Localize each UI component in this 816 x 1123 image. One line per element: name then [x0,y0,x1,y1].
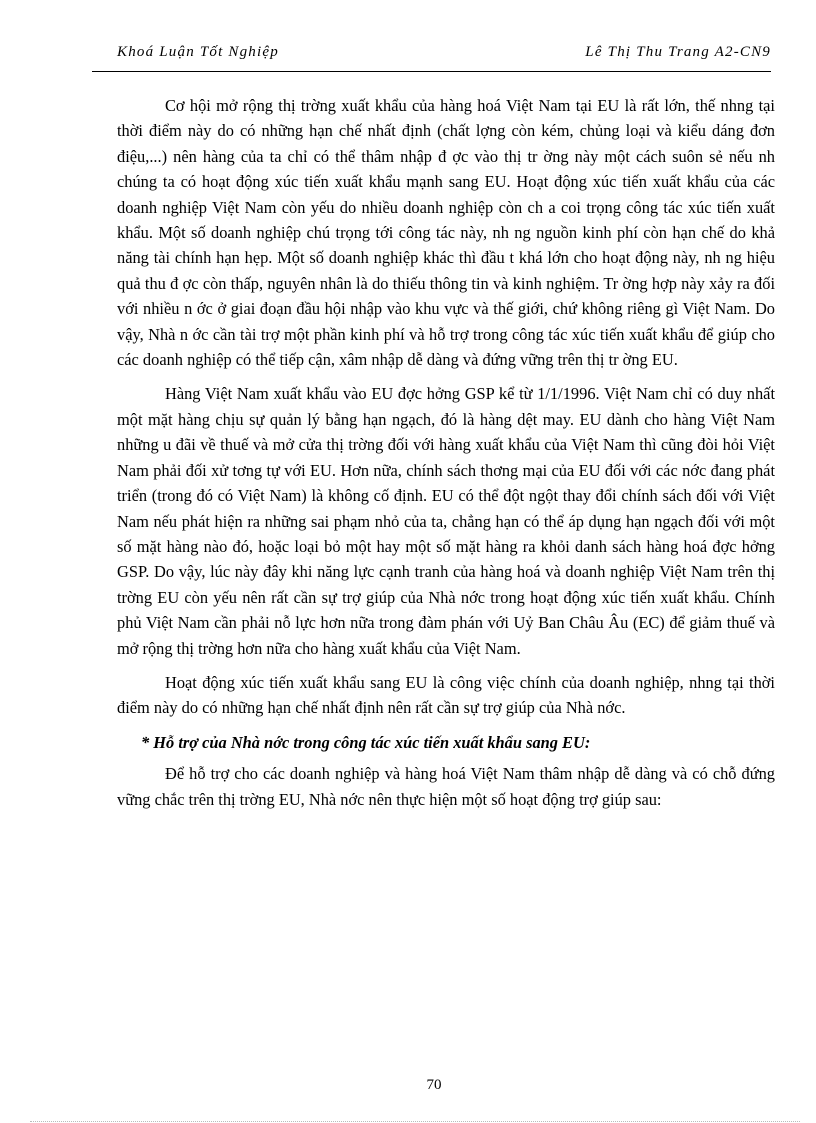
section-heading: * Hỗ trợ của Nhà nớc trong công tác xúc tiến xuất khẩu sang EU: [141,732,591,752]
footer-divider [30,1121,800,1122]
running-header [117,44,771,66]
page-number: 70 [426,1077,442,1093]
body-text [117,93,775,821]
paragraph-2: Hàng Việt Nam xuất khẩu vào EU đợc hởng GSP kể từ 1/1/1996. Việt Nam chỉ có duy nhất một mặt hàng chịu sự quản lý bằng hạn ngạch, đó là hàng dệt may. EU dành cho hàng Việt Nam những u đãi về thuế và mở cửa thị trờng đối với hàng xuất khẩu của Việt Nam thì cũng đòi hỏi Việt Nam phải đối xử tơng tự với EU. Hơn nữa, chính sách thơng mại của EU đối với các nớc đang phát triển (trong đó có Việt Nam) là không cố định. EU có thể đột ngột thay đổi chính sách đối với Việt Nam nếu phát hiện ra những sai phạm nhỏ của ta, chẳng hạn có thể áp dụng hạn ngạch đối với một số mặt hàng nào đó, hoặc loại bỏ một hay một số mặt hàng ra khỏi danh sách hàng hoá đợc hởng GSP. Do vậy, lúc này đây khi năng lực cạnh tranh của hàng hoá và doanh nghiệp Việt Nam trên thị trờng EU còn yếu nên rất cần sự trợ giúp của Nhà nớc trong hoạt động xúc tiến xuất khẩu. Chính phủ Việt Nam cần phải nỗ lực hơn nữa trong đàm phán với Uỷ Ban Châu Âu (EC) để giảm thuế và mở rộng thị trờng hơn nữa cho hàng xuất khẩu của Việt Nam. [117,384,775,658]
paragraph-4: Để hỗ trợ cho các doanh nghiệp và hàng hoá Việt Nam thâm nhập dễ dàng và có chỗ đứng vững chắc trên thị trờng EU, Nhà nớc nên thực hiện một số hoạt động trợ giúp sau: [117,764,775,809]
header-divider [92,71,771,72]
paragraph-1: Cơ hội mở rộng thị trờng xuất khẩu của hàng hoá Việt Nam tại EU là rất lớn, thế nhng tại thời điểm này do có những hạn chế nhất định (chất lợng còn kém, chủng loại và kiểu dáng đơn điệu,...) nên hàng của ta chỉ có thể thâm nhập đ ợc vào thị tr ờng này một cách suôn sẻ nếu nh chúng ta có hoạt động xúc tiến xuất khẩu mạnh sang EU. Hoạt động xúc tiến xuất khẩu của các doanh nghiệp Việt Nam còn yếu do nhiều doanh nghiệp còn ch a coi trọng công tác xúc tiến xuất khẩu. Một số doanh nghiệp chú trọng tới công tác này, nh ng nguồn kinh phí còn hạn chế do khả năng tài chính hạn hẹp. Một số doanh nghiệp khác thì đầu t khá lớn cho hoạt động này, nh ng hiệu quả thu đ ợc còn thấp, nguyên nhân là do thiếu thông tin và kinh nghiệm. Tr ờng hợp này xảy ra đối với nhiều n ớc ở giai đoạn đầu hội nhập vào khu vực và thế giới, chứ không riêng gì Việt Nam. Do vậy, Nhà n ớc cần tài trợ một phần kinh phí và hỗ trợ trong công tác xúc tiến xuất khẩu để giúp cho các doanh nghiệp có thể tiếp cận, xâm nhập dễ dàng và đứng vững trên thị tr ờng EU. [117,96,775,370]
header-thesis-title: Khoá Luận Tốt Nghiệp [117,44,279,60]
header-author: Lê Thị Thu Trang A2-CN9 [585,44,771,60]
paragraph-3: Hoạt động xúc tiến xuất khẩu sang EU là công việc chính của doanh nghiệp, nhng tại thời điểm này do có những hạn chế nhất định nên rất cần sự trợ giúp của Nhà nớc. [117,672,775,718]
